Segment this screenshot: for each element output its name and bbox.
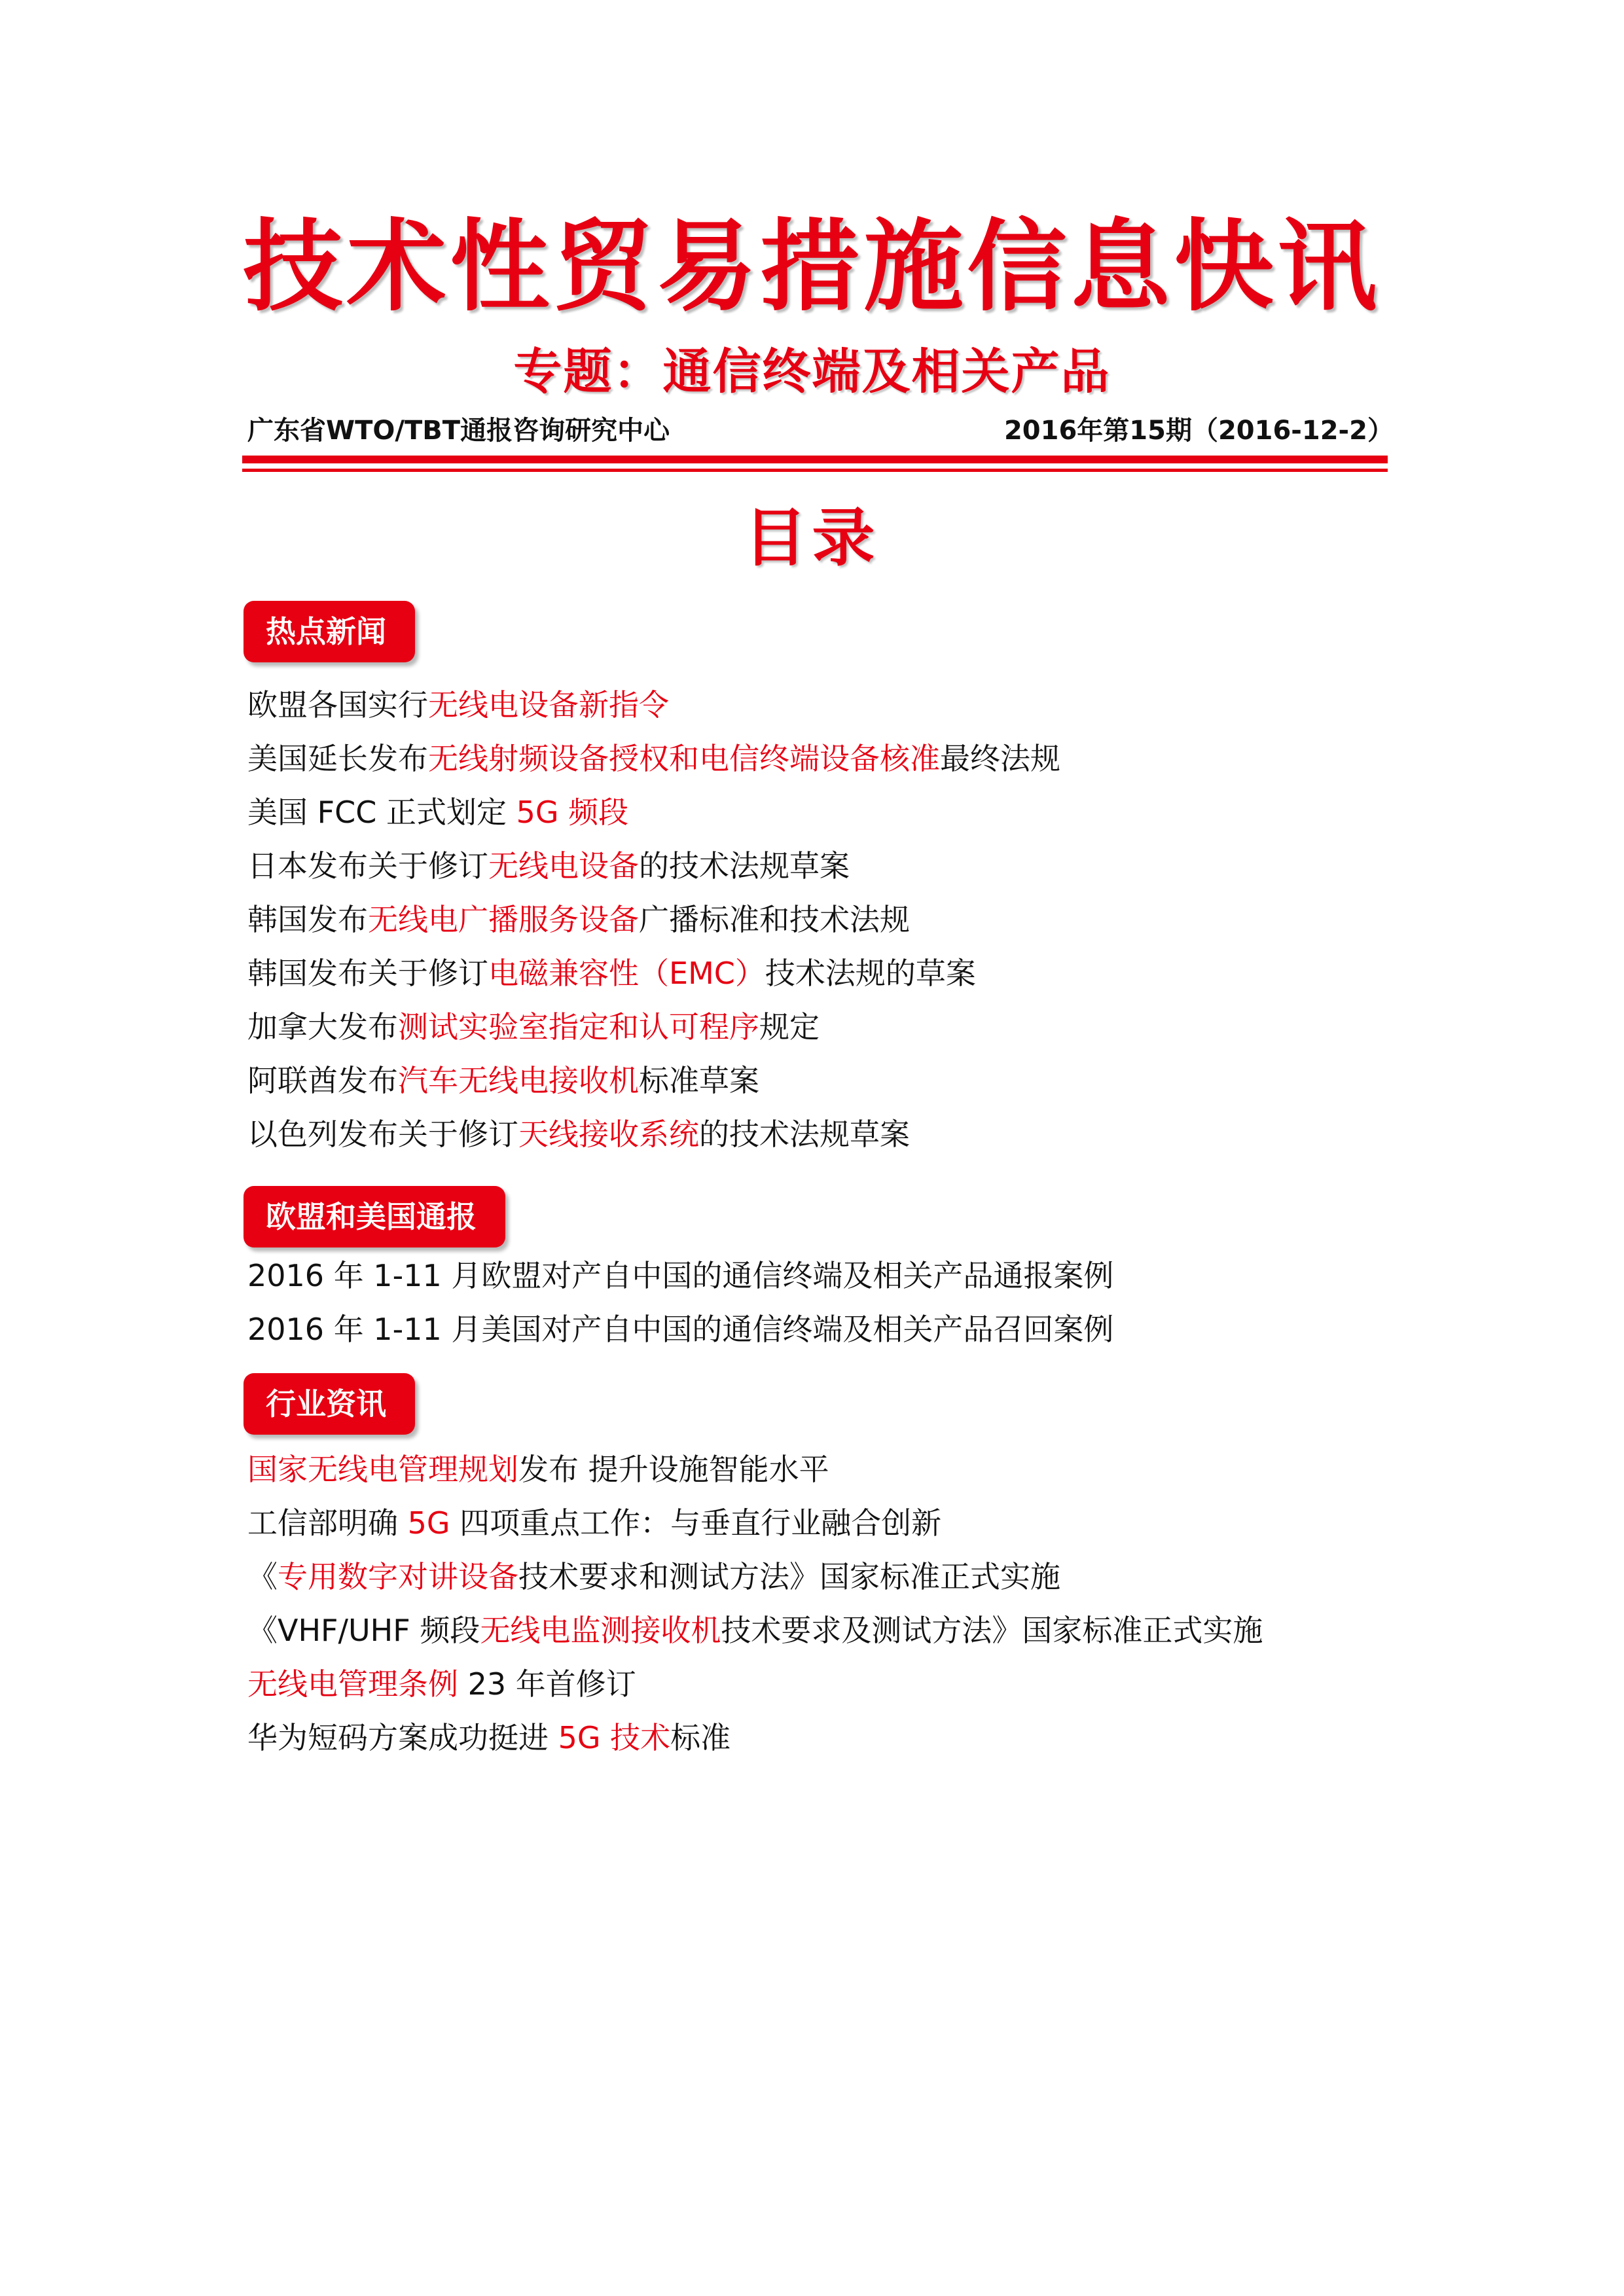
toc-entry xyxy=(247,1107,1060,1161)
toc-entry-highlight: 国家无线电管理规划 xyxy=(247,1452,518,1487)
toc-entry xyxy=(247,1496,1263,1550)
toc-entry xyxy=(247,893,1060,946)
toc-entry-text: 的技术法规草案 xyxy=(639,848,850,884)
issuer: 广东省WTO/TBT通报咨询研究中心 xyxy=(247,416,670,446)
toc-entry-highlight: 无线电管理条例 xyxy=(247,1666,458,1702)
toc-entry-text: 工信部明确 xyxy=(247,1505,408,1541)
section-list-eu-us-notifications xyxy=(247,1249,1113,1356)
toc-entry-text: 韩国发布 xyxy=(247,902,368,937)
toc-entry xyxy=(247,946,1060,1000)
toc-entry-text: 技术要求和测试方法》国家标准正式实施 xyxy=(518,1559,1060,1594)
toc-entry xyxy=(247,1711,1263,1765)
toc-entry xyxy=(247,1000,1060,1054)
toc-entry xyxy=(247,1550,1263,1604)
toc-entry-text: 加拿大发布 xyxy=(247,1009,398,1045)
toc-entry-text: 规定 xyxy=(759,1009,820,1045)
toc-entry-text: 《 xyxy=(247,1559,278,1594)
toc-entry-text: 韩国发布关于修订 xyxy=(247,956,488,991)
toc-entry xyxy=(247,1054,1060,1107)
section-tag-eu-us-notifications: 欧盟和美国通报 xyxy=(244,1186,505,1247)
toc-entry xyxy=(247,678,1060,732)
toc-entry xyxy=(247,732,1060,785)
toc-entry-text: 发布 提升设施智能水平 xyxy=(518,1452,829,1487)
toc-entry-text: 23 年首修订 xyxy=(458,1666,636,1702)
toc-entry-text: 以色列发布关于修订 xyxy=(247,1117,518,1152)
toc-entry-text: 四项重点工作：与垂直行业融合创新 xyxy=(450,1505,942,1541)
toc-entry-highlight: 无线电监测接收机 xyxy=(480,1613,721,1648)
section-list-industry-info xyxy=(247,1443,1263,1765)
toc-entry-highlight: 无线电设备 xyxy=(488,848,639,884)
issue-info: 2016年第15期（2016-12-2） xyxy=(1003,416,1394,446)
toc-entry-highlight: 天线接收系统 xyxy=(518,1117,699,1152)
section-tag-hot-news: 热点新闻 xyxy=(244,601,415,662)
toc-entry-text: 最终法规 xyxy=(940,741,1060,776)
toc-entry xyxy=(247,1443,1263,1496)
toc-entry-highlight: 5G 技术 xyxy=(558,1720,671,1755)
subtitle: 专题：通信终端及相关产品 xyxy=(513,344,1111,400)
toc-entry-text: 技术法规的草案 xyxy=(765,956,976,991)
toc-entry-text: 美国 FCC 正式划定 xyxy=(247,795,516,830)
toc-entry-text: 标准草案 xyxy=(639,1063,759,1098)
section-list-hot-news xyxy=(247,678,1060,1161)
toc-entry-text: 的技术法规草案 xyxy=(699,1117,910,1152)
toc-entry-highlight: 电磁兼容性（EMC） xyxy=(488,956,765,991)
header-rule-thick xyxy=(242,456,1388,463)
toc-entry-highlight: 5G 频段 xyxy=(516,795,629,830)
toc-entry xyxy=(247,785,1060,839)
toc-entry-text: 欧盟各国实行 xyxy=(247,687,428,723)
toc-entry-text: 技术要求及测试方法》国家标准正式实施 xyxy=(721,1613,1263,1648)
toc-entry-highlight: 无线电设备新指令 xyxy=(428,687,669,723)
toc-entry-text: 华为短码方案成功挺进 xyxy=(247,1720,558,1755)
toc-entry xyxy=(247,1604,1263,1657)
toc-entry-highlight: 汽车无线电接收机 xyxy=(398,1063,639,1098)
toc-entry xyxy=(247,1249,1113,1302)
toc-entry xyxy=(247,1302,1113,1356)
toc-entry-text: 阿联酋发布 xyxy=(247,1063,398,1098)
toc-entry xyxy=(247,839,1060,893)
toc-entry-highlight: 无线电广播服务设备 xyxy=(368,902,639,937)
toc-entry-text: 日本发布关于修订 xyxy=(247,848,488,884)
toc-entry-highlight: 无线射频设备授权和电信终端设备核准 xyxy=(428,741,940,776)
section-tag-industry-info: 行业资讯 xyxy=(244,1373,415,1435)
toc-entry-highlight: 5G xyxy=(407,1505,450,1541)
main-title: 技术性贸易措施信息快讯 xyxy=(243,209,1381,325)
toc-entry-text: 《VHF/UHF 频段 xyxy=(247,1613,480,1648)
toc-entry-text: 标准 xyxy=(670,1720,731,1755)
toc-entry xyxy=(247,1657,1263,1711)
toc-entry-text: 广播标准和技术法规 xyxy=(639,902,910,937)
toc-title: 目录 xyxy=(744,501,880,575)
toc-entry-highlight: 专用数字对讲设备 xyxy=(278,1559,518,1594)
toc-entry-text: 美国延长发布 xyxy=(247,741,428,776)
toc-entry-highlight: 测试实验室指定和认可程序 xyxy=(398,1009,759,1045)
header-rule-thin xyxy=(242,469,1388,472)
toc-entry-text: 2016 年 1-11 月欧盟对产自中国的通信终端及相关产品通报案例 xyxy=(247,1258,1114,1293)
toc-entry-text: 2016 年 1-11 月美国对产自中国的通信终端及相关产品召回案例 xyxy=(247,1312,1114,1347)
